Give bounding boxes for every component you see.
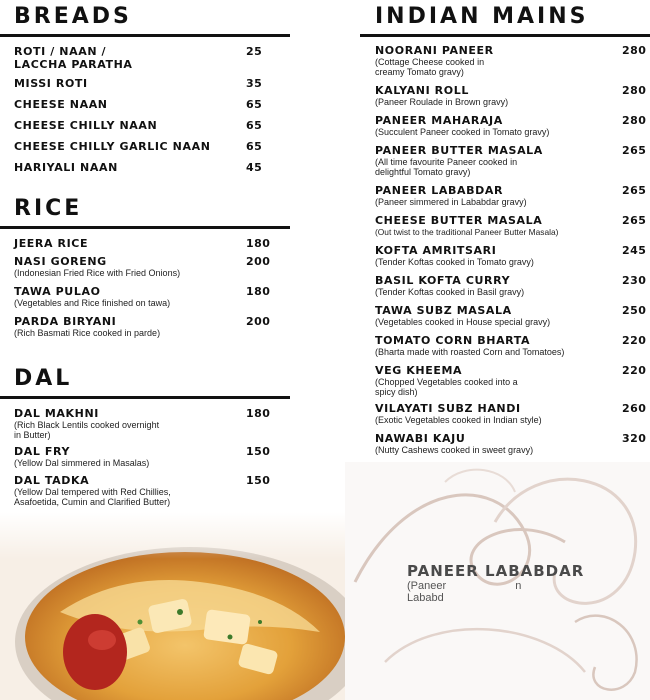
item-name: TOMATO CORN BHARTA bbox=[375, 334, 531, 347]
menu-item bbox=[375, 402, 650, 432]
item-name: DAL TADKA bbox=[14, 474, 90, 487]
item-name: CHEESE CHILLY NAAN bbox=[14, 119, 158, 132]
item-price: 180 bbox=[246, 407, 271, 420]
item-price: 280 bbox=[622, 84, 647, 97]
menu-item bbox=[14, 285, 304, 315]
indian-mains-section bbox=[360, 4, 650, 460]
menu-item bbox=[14, 237, 304, 255]
breads-list bbox=[14, 45, 304, 182]
menu-item bbox=[14, 119, 304, 140]
item-price: 200 bbox=[246, 315, 271, 328]
menu-item bbox=[375, 84, 650, 114]
menu-item bbox=[375, 244, 650, 274]
item-description: (Yellow Dal tempered with Red Chillies, Asafoetida, Cumin and Clarified Butter) bbox=[14, 487, 171, 507]
item-name: CHEESE BUTTER MASALA bbox=[375, 214, 543, 227]
menu-item bbox=[14, 140, 304, 161]
menu-item bbox=[14, 315, 304, 345]
item-description: (Indonesian Fried Rice with Fried Onions) bbox=[14, 268, 181, 278]
item-price: 65 bbox=[246, 140, 263, 153]
item-description: (Paneer Roulade in Brown gravy) bbox=[375, 97, 509, 107]
menu-item bbox=[14, 161, 304, 182]
item-description: (Rich Basmati Rice cooked in parde) bbox=[14, 328, 161, 338]
item-price: 65 bbox=[246, 119, 263, 132]
menu-item bbox=[14, 98, 304, 119]
item-price: 25 bbox=[246, 45, 263, 58]
item-name: PANEER MAHARAJA bbox=[375, 114, 503, 127]
item-name: PANEER LABABDAR bbox=[375, 184, 504, 197]
item-name: PANEER BUTTER MASALA bbox=[375, 144, 543, 157]
item-price: 280 bbox=[622, 44, 647, 57]
item-description: (Vegetables and Rice finished on tawa) bbox=[14, 298, 171, 308]
item-name: TAWA SUBZ MASALA bbox=[375, 304, 512, 317]
rice-heading: RICE bbox=[14, 196, 83, 221]
item-price: 220 bbox=[622, 334, 647, 347]
item-name: HARIYALI NAAN bbox=[14, 161, 118, 174]
item-name: BASIL KOFTA CURRY bbox=[375, 274, 511, 287]
menu-item bbox=[375, 44, 650, 84]
item-price: 230 bbox=[622, 274, 647, 287]
item-name: NOORANI PANEER bbox=[375, 44, 494, 57]
item-name: NAWABI KAJU bbox=[375, 432, 466, 445]
breads-heading: BREADS bbox=[14, 4, 132, 29]
item-price: 150 bbox=[246, 445, 271, 458]
item-name: DAL FRY bbox=[14, 445, 71, 458]
menu-item bbox=[375, 144, 650, 184]
item-name: TAWA PULAO bbox=[14, 285, 101, 298]
dal-section bbox=[14, 366, 304, 510]
caption-subtitle-end: n bbox=[515, 580, 522, 592]
item-description: (Rich Black Lentils cooked overnight in Butter) bbox=[14, 420, 160, 440]
item-price: 250 bbox=[622, 304, 647, 317]
item-price: 35 bbox=[246, 77, 263, 90]
item-name: JEERA RICE bbox=[14, 237, 89, 250]
menu-item bbox=[375, 334, 650, 364]
item-name: DAL MAKHNI bbox=[14, 407, 99, 420]
item-price: 180 bbox=[246, 285, 271, 298]
item-price: 260 bbox=[622, 402, 647, 415]
item-description: (All time favourite Paneer cooked in delightful Tomato gravy) bbox=[375, 157, 518, 177]
rice-list bbox=[14, 237, 304, 345]
item-price: 200 bbox=[246, 255, 271, 268]
item-price: 280 bbox=[622, 114, 647, 127]
item-description: (Bharta made with roasted Corn and Tomatoes) bbox=[375, 347, 565, 357]
item-name: CHEESE NAAN bbox=[14, 98, 108, 111]
item-name: KALYANI ROLL bbox=[375, 84, 469, 97]
dal-heading: DAL bbox=[14, 366, 73, 391]
menu-item bbox=[375, 114, 650, 144]
caption-subtitle-line1 bbox=[407, 580, 647, 592]
item-name: VEG KHEEMA bbox=[375, 364, 463, 377]
menu-item bbox=[14, 474, 304, 510]
item-price: 265 bbox=[622, 214, 647, 227]
item-name: NASI GORENG bbox=[14, 255, 107, 268]
indian-mains-heading: INDIAN MAINS bbox=[375, 4, 589, 29]
indian-mains-list bbox=[375, 44, 650, 460]
item-price: 45 bbox=[246, 161, 263, 174]
rice-section bbox=[14, 196, 304, 345]
item-price: 265 bbox=[622, 184, 647, 197]
menu-item bbox=[375, 432, 650, 460]
item-description: (Vegetables cooked in House special gravy) bbox=[375, 317, 551, 327]
caption-subtitle-line2: Lababd bbox=[407, 592, 444, 604]
breads-section bbox=[14, 4, 304, 182]
dal-rule bbox=[0, 396, 290, 399]
caption-subtitle-start: (Paneer bbox=[407, 580, 447, 592]
item-price: 65 bbox=[246, 98, 263, 111]
food-photo bbox=[0, 512, 360, 700]
item-price: 150 bbox=[246, 474, 271, 487]
item-description: (Nutty Cashews cooked in sweet gravy) bbox=[375, 445, 534, 455]
item-price: 180 bbox=[246, 237, 271, 250]
item-price: 320 bbox=[622, 432, 647, 445]
menu-item bbox=[375, 364, 650, 402]
menu-item bbox=[14, 45, 304, 77]
item-description: (Chopped Vegetables cooked into a spicy dish) bbox=[375, 377, 518, 397]
indian-mains-rule bbox=[360, 34, 650, 37]
menu-item bbox=[14, 255, 304, 285]
rice-rule bbox=[0, 226, 290, 229]
item-price: 265 bbox=[622, 144, 647, 157]
item-name: ROTI / NAAN / LACCHA PARATHA bbox=[14, 45, 133, 71]
item-price: 245 bbox=[622, 244, 647, 257]
food-illustration bbox=[0, 512, 360, 700]
item-name: CHEESE CHILLY GARLIC NAAN bbox=[14, 140, 211, 153]
menu-item bbox=[375, 184, 650, 214]
caption-title: PANEER LABABDAR bbox=[407, 562, 585, 580]
item-description: (Yellow Dal simmered in Masalas) bbox=[14, 458, 150, 468]
item-description: (Tender Koftas cooked in Tomato gravy) bbox=[375, 257, 534, 267]
item-description: (Out twist to the traditional Paneer Butter Masala) bbox=[375, 227, 559, 237]
dal-list bbox=[14, 407, 304, 510]
item-price: 220 bbox=[622, 364, 647, 377]
item-description: (Exotic Vegetables cooked in Indian style) bbox=[375, 415, 542, 425]
item-name: KOFTA AMRITSARI bbox=[375, 244, 497, 257]
menu-item bbox=[14, 407, 304, 445]
menu-item bbox=[375, 214, 650, 244]
menu-item bbox=[14, 77, 304, 98]
item-name: MISSI ROTI bbox=[14, 77, 88, 90]
item-description: (Cottage Cheese cooked in creamy Tomato gravy) bbox=[375, 57, 485, 77]
menu-item bbox=[375, 304, 650, 334]
item-name: PARDA BIRYANI bbox=[14, 315, 117, 328]
breads-rule bbox=[0, 34, 290, 37]
item-description: (Succulent Paneer cooked in Tomato gravy) bbox=[375, 127, 550, 137]
item-description: (Paneer simmered in Lababdar gravy) bbox=[375, 197, 527, 207]
item-description: (Tender Koftas cooked in Basil gravy) bbox=[375, 287, 525, 297]
menu-item bbox=[14, 445, 304, 474]
item-name: VILAYATI SUBZ HANDI bbox=[375, 402, 521, 415]
dish-caption bbox=[407, 562, 647, 604]
menu-item bbox=[375, 274, 650, 304]
